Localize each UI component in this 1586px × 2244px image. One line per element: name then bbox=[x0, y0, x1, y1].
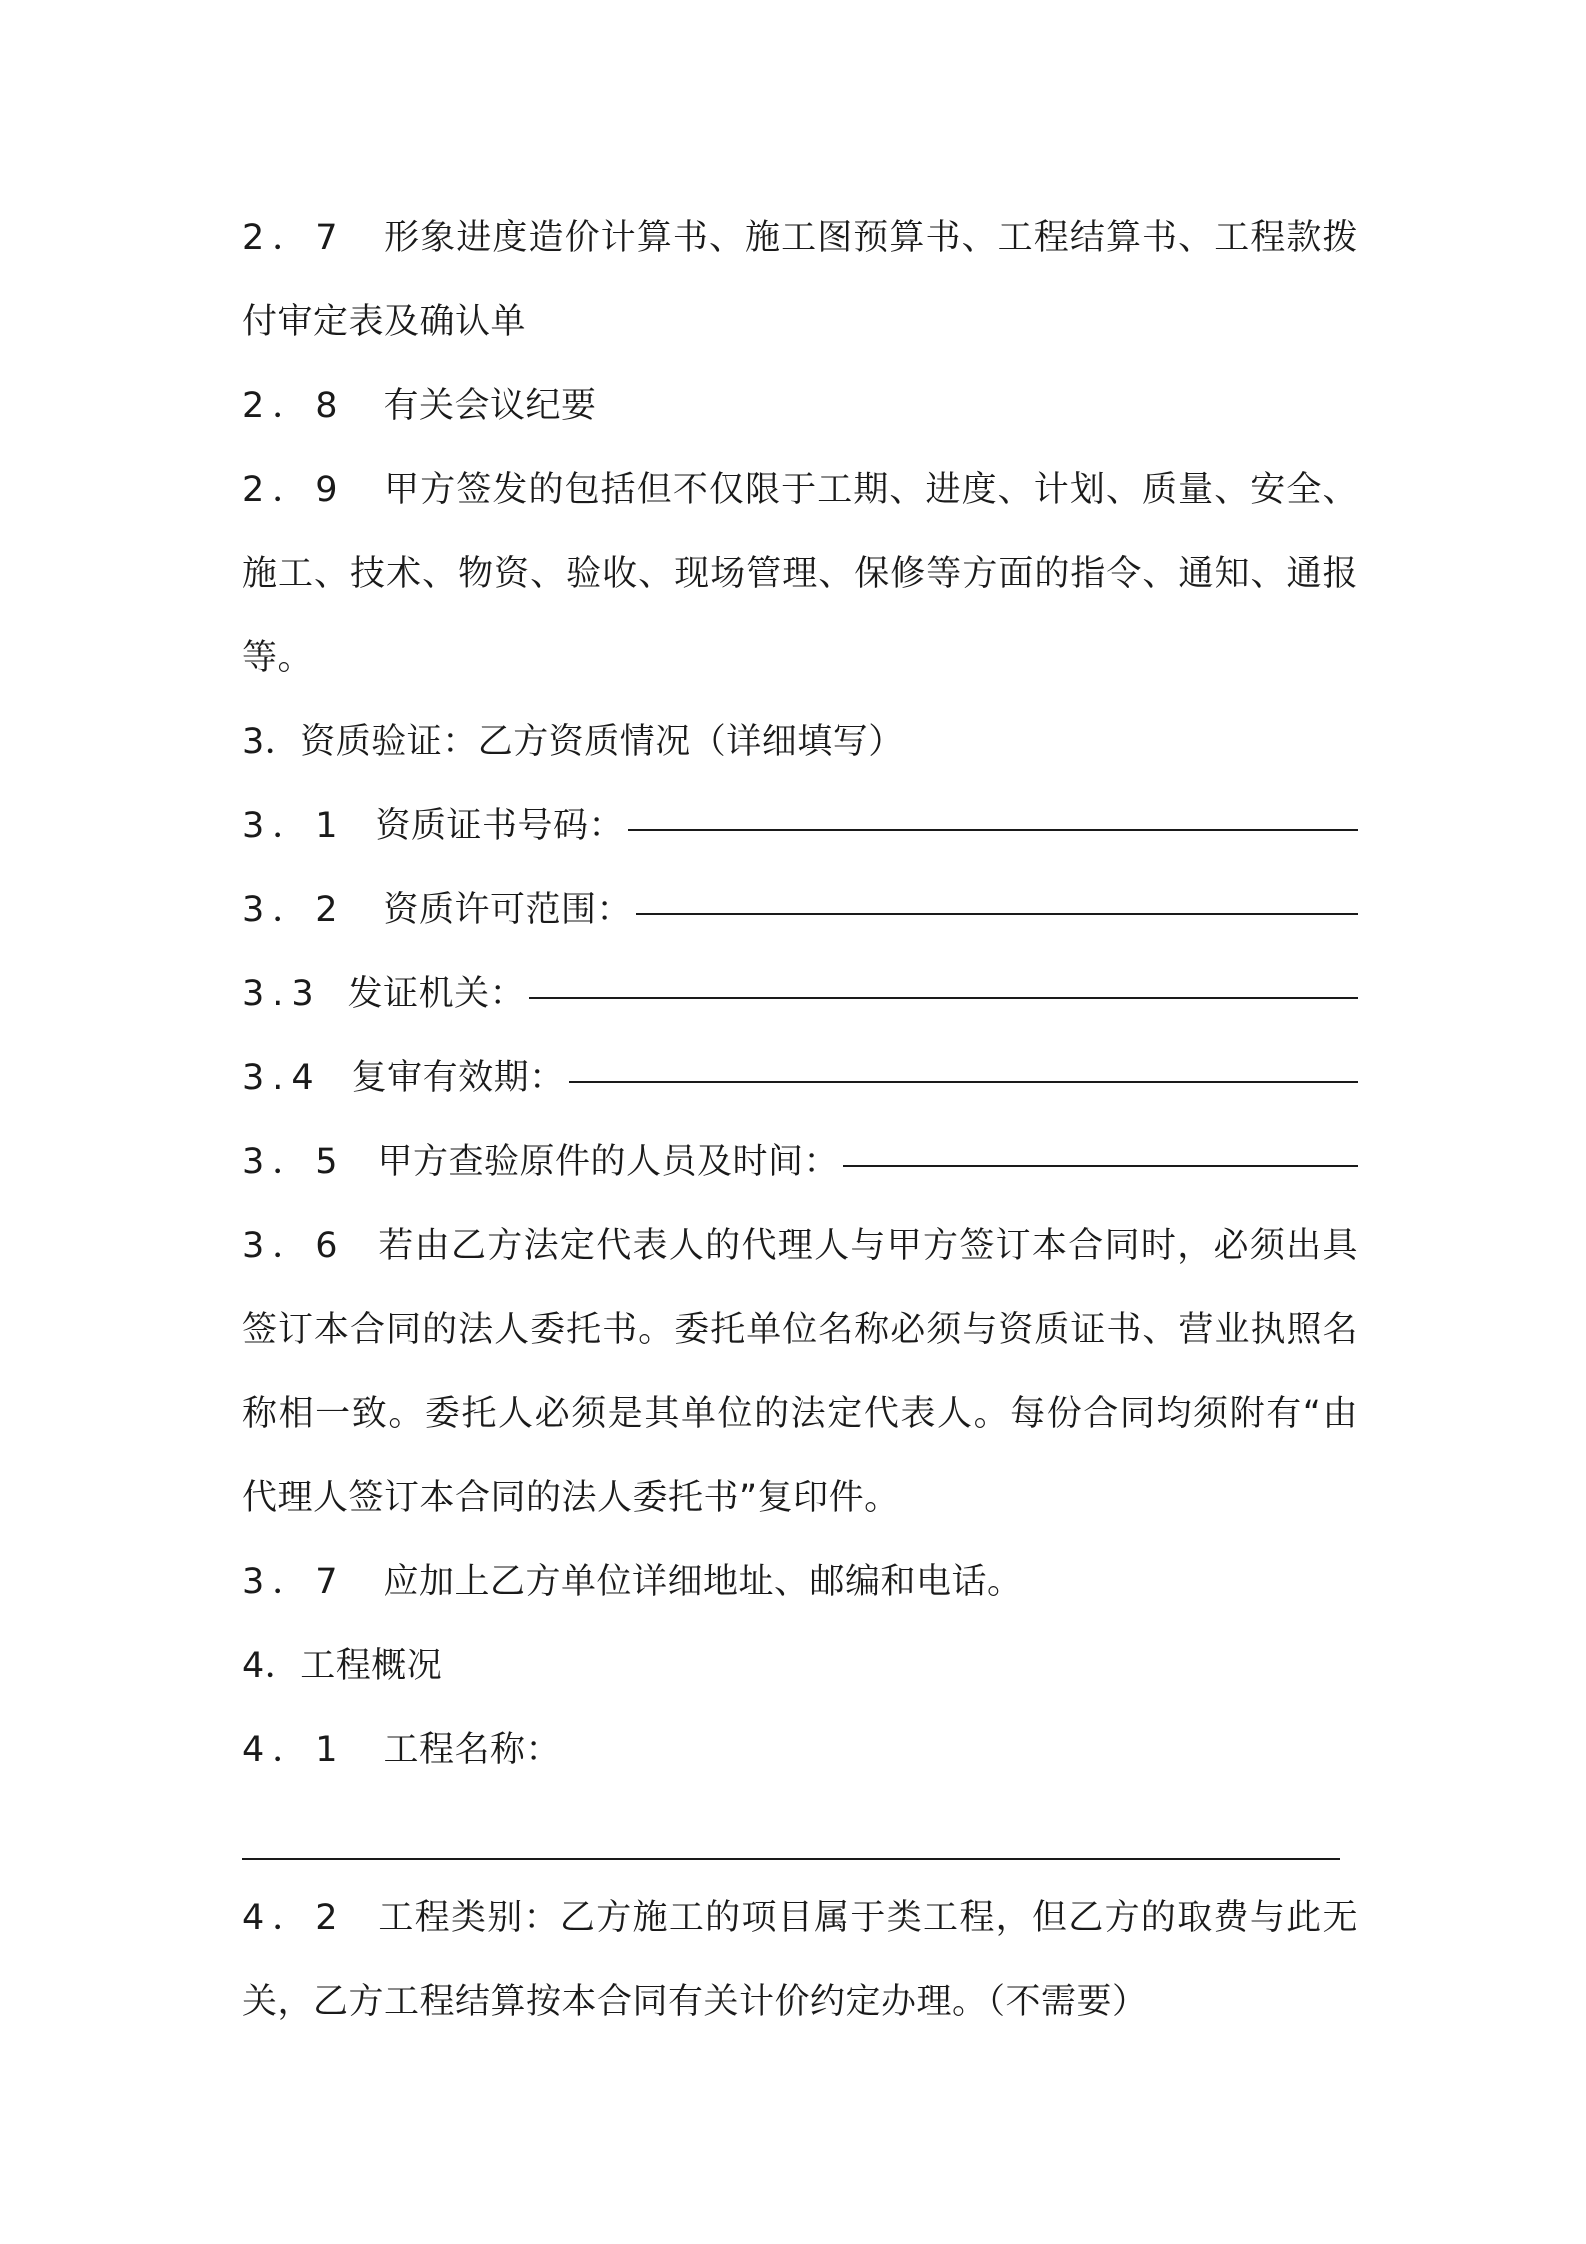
project-name-blank-row bbox=[242, 1792, 1358, 1876]
clause-number: 4．2 bbox=[242, 1898, 346, 1938]
license-scope-blank[interactable] bbox=[636, 883, 1358, 915]
field-label bbox=[242, 868, 632, 952]
field-label bbox=[242, 784, 624, 868]
clause-3-1 bbox=[242, 784, 1358, 868]
clause-text: 工程类别：乙方施工的项目属于类工程，但乙方的取费与此无关，乙方工程结算按本合同有关计价约定办理。（不需要） bbox=[242, 1898, 1358, 2022]
clause-number: 3．7 bbox=[242, 1562, 346, 1602]
clause-number: 4．1 bbox=[242, 1730, 346, 1770]
clause-2-8 bbox=[242, 364, 1358, 448]
clause-text: 若由乙方法定代表人的代理人与甲方签订本合同时，必须出具签订本合同的法人委托书。委托单位名称必须与资质证书、营业执照名称相一致。委托人必须是其单位的法定代表人。每份合同均须附有“由代理人签订本合同的法人委托书”复印件。 bbox=[242, 1226, 1358, 1518]
review-validity-blank[interactable] bbox=[569, 1051, 1358, 1083]
field-label-text: 资质许可范围： bbox=[383, 890, 633, 930]
clause-number: 3.3 bbox=[242, 974, 322, 1014]
field-label-text: 发证机关： bbox=[347, 974, 526, 1014]
clause-text: 应加上乙方单位详细地址、邮编和电话。 bbox=[383, 1562, 1023, 1602]
field-label-text: 工程名称： bbox=[383, 1730, 562, 1770]
clause-number: 3．5 bbox=[242, 1142, 346, 1182]
clause-number: 2．8 bbox=[242, 386, 346, 426]
clause-text: 甲方签发的包括但不仅限于工期、进度、计划、质量、安全、施工、技术、物资、验收、现场管理、保修等方面的指令、通知、通报等。 bbox=[242, 470, 1358, 678]
clause-3-2 bbox=[242, 868, 1358, 952]
inspector-and-time-blank[interactable] bbox=[843, 1135, 1358, 1167]
clause-2-9 bbox=[242, 448, 1358, 700]
field-label bbox=[242, 1120, 839, 1204]
clause-number: 3.4 bbox=[242, 1058, 322, 1098]
document-page bbox=[242, 196, 1358, 2044]
clause-4-1 bbox=[242, 1708, 1358, 1792]
clause-3-5 bbox=[242, 1120, 1358, 1204]
field-label-text: 复审有效期： bbox=[351, 1058, 565, 1098]
section-title: 4．工程概况 bbox=[242, 1646, 443, 1686]
clause-3-3 bbox=[242, 952, 1358, 1036]
section-4-heading bbox=[242, 1624, 1358, 1708]
clause-3-4 bbox=[242, 1036, 1358, 1120]
clause-number: 3．6 bbox=[242, 1226, 346, 1266]
clause-number: 3．1 bbox=[242, 806, 346, 846]
clause-text: 有关会议纪要 bbox=[383, 386, 597, 426]
field-label bbox=[242, 1036, 565, 1120]
section-title: 3．资质验证：乙方资质情况（详细填写） bbox=[242, 722, 904, 762]
clause-3-7 bbox=[242, 1540, 1358, 1624]
clause-2-7 bbox=[242, 196, 1358, 364]
project-name-blank[interactable] bbox=[242, 1858, 1340, 1860]
clause-number: 3．2 bbox=[242, 890, 346, 930]
field-label-text: 资质证书号码： bbox=[375, 806, 625, 846]
issuing-authority-blank[interactable] bbox=[529, 967, 1358, 999]
certificate-number-blank[interactable] bbox=[628, 799, 1358, 831]
field-label-text: 甲方查验原件的人员及时间： bbox=[377, 1142, 840, 1182]
clause-number: 2．7 bbox=[242, 218, 346, 258]
clause-3-6 bbox=[242, 1204, 1358, 1540]
clause-4-2 bbox=[242, 1876, 1358, 2044]
clause-number: 2．9 bbox=[242, 470, 346, 510]
section-3-heading bbox=[242, 700, 1358, 784]
clause-text: 形象进度造价计算书、施工图预算书、工程结算书、工程款拨付审定表及确认单 bbox=[242, 218, 1358, 342]
field-label bbox=[242, 952, 525, 1036]
